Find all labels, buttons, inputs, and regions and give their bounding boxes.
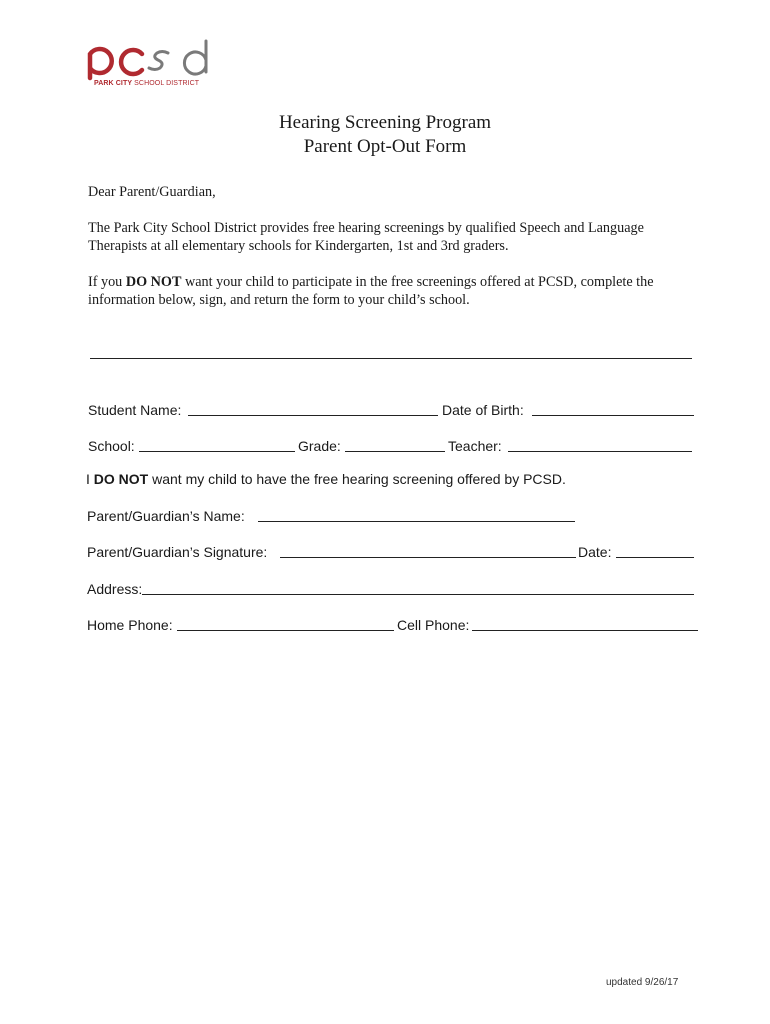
section-divider xyxy=(90,358,692,359)
optout-rest: want my child to have the free hearing screening offered by PCSD. xyxy=(148,471,566,487)
guardian-name-field[interactable] xyxy=(258,521,575,522)
school-field[interactable] xyxy=(139,451,295,452)
para2-rest: want your child to participate in the free screenings offered at PCSD, complete the xyxy=(181,274,654,290)
guardian-name-label: Parent/Guardian’s Name: xyxy=(87,508,245,524)
date-label: Date: xyxy=(578,544,612,560)
date-field[interactable] xyxy=(616,557,694,558)
grade-label: Grade: xyxy=(298,438,341,454)
optout-prefix: I xyxy=(86,471,94,487)
page-title: Hearing Screening Program xyxy=(278,112,492,133)
address-label: Address: xyxy=(87,581,143,597)
pcsd-wordmark-icon xyxy=(86,38,216,82)
pcsd-logo xyxy=(86,38,216,94)
paragraph-1-line-2: Therapists at all elementary schools for Kindergarten, 1st and 3rd graders. xyxy=(88,238,509,254)
paragraph-1-line-1: The Park City School District provides free hearing screenings by qualified Speech and Language xyxy=(88,220,644,236)
cell-phone-label: Cell Phone: xyxy=(397,617,470,633)
school-label: School: xyxy=(88,438,135,454)
updated-date: updated 9/26/17 xyxy=(606,977,679,988)
home-phone-field[interactable] xyxy=(177,630,394,631)
cell-phone-field[interactable] xyxy=(472,630,698,631)
dob-label: Date of Birth: xyxy=(442,402,524,418)
teacher-field[interactable] xyxy=(508,451,692,452)
student-name-field[interactable] xyxy=(188,415,438,416)
para2-prefix: If you xyxy=(88,274,126,290)
page-subtitle: Parent Opt-Out Form xyxy=(303,136,467,157)
home-phone-label: Home Phone: xyxy=(87,617,173,633)
para2-emphasis: DO NOT xyxy=(125,274,182,290)
logo-caption-bold: PARK CITY xyxy=(94,80,133,87)
paragraph-2-line-2: information below, sign, and return the form to your child’s school. xyxy=(88,292,470,308)
teacher-label: Teacher: xyxy=(448,438,502,454)
greeting: Dear Parent/Guardian, xyxy=(88,184,216,200)
optout-emphasis: DO NOT xyxy=(93,471,149,487)
logo-caption xyxy=(94,80,199,87)
logo-caption-rest: SCHOOL DISTRICT xyxy=(134,80,200,87)
grade-field[interactable] xyxy=(345,451,445,452)
address-field[interactable] xyxy=(142,594,694,595)
paragraph-2-line-1 xyxy=(88,273,654,291)
dob-field[interactable] xyxy=(532,415,694,416)
student-name-label: Student Name: xyxy=(88,402,182,418)
guardian-signature-label: Parent/Guardian’s Signature: xyxy=(87,544,268,560)
guardian-signature-field[interactable] xyxy=(280,557,576,558)
optout-statement xyxy=(86,470,566,488)
